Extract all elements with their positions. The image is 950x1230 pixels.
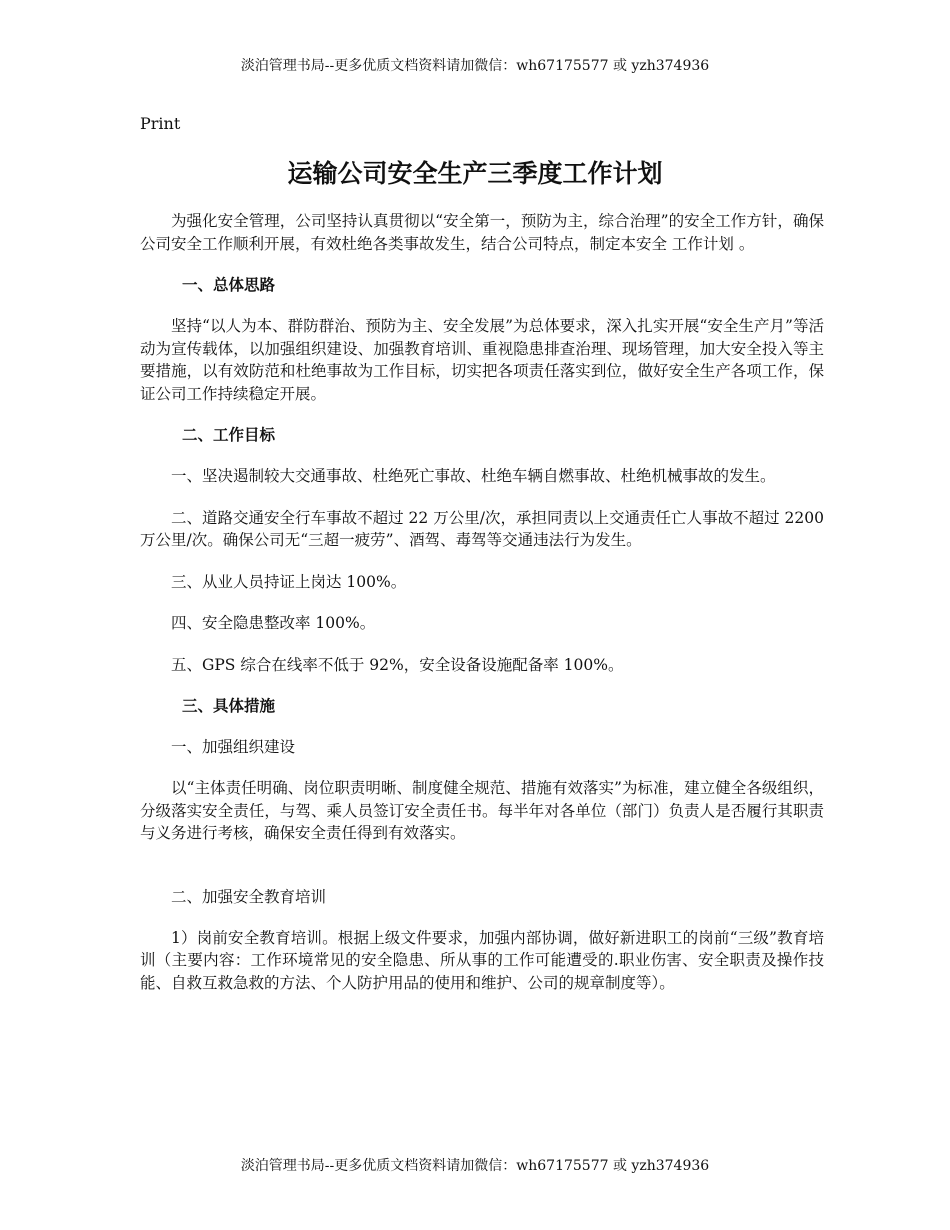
goal-item: 一、坚决遏制较大交通事故、杜绝死亡事故、杜绝车辆自燃事故、杜绝机械事故的发生。 <box>171 467 776 485</box>
goal-item: 三、从业人员持证上岗达 100%。 <box>171 572 407 591</box>
section-heading-overall: 一、总体思路 <box>182 276 276 294</box>
page-header: 淡泊管理书局--更多优质文档资料请加微信：wh67175577 或 yzh374936 <box>240 58 710 74</box>
print-label: Print <box>140 114 181 133</box>
intro-paragraph: 为强化安全管理，公司坚持认真贯彻以“安全第一，预防为主，综合治理”的安全工作方针，确保公司安全工作顺利开展，有效杜绝各类事故发生，结合公司特点，制定本安全 工作计划 。 <box>140 212 824 253</box>
overall-paragraph: 坚持“以人为本、群防群治、预防为主、安全发展”为总体要求，深入扎实开展“安全生产月”等活动为宣传载体，以加强组织建设、加强教育培训、重视隐患排查治理、现场管理，加大安全投入等主要措施，以有效防范和杜绝事故为工作目标，切实把各项责任落实到位，做好安全生产各项工作，保证公司工作持续稳定开展。 <box>140 317 824 403</box>
section-heading-measures: 三、具体措施 <box>182 697 276 715</box>
goal-item: 四、安全隐患整改率 100%。 <box>171 614 376 632</box>
subsection-title-training: 二、加强安全教育培训 <box>171 887 327 906</box>
page-footer: 淡泊管理书局--更多优质文档资料请加微信：wh67175577 或 yzh374936 <box>240 1158 710 1174</box>
document-title: 运输公司安全生产三季度工作计划 <box>287 159 663 188</box>
training-paragraph: 1）岗前安全教育培训。根据上级文件要求，加强内部协调，做好新进职工的岗前“三级”教育培训（主要内容：工作环境常见的安全隐患、所从事的工作可能遭受的.职业伤害、安全职责及操作技能、自救互救急救的方法、个人防护用品的使用和维护、公司的规章制度等）。 <box>140 928 824 992</box>
section-heading-goals: 二、工作目标 <box>182 426 276 444</box>
spacer <box>140 864 824 886</box>
goal-item: 二、道路交通安全行车事故不超过 22 万公里/次，承担同责以上交通责任亡人事故不超过 2200 万公里/次。确保公司无“三超一疲劳”、酒驾、毒驾等交通违法行为发生。 <box>140 508 824 549</box>
goal-item: 五、GPS 综合在线率不低于 92%，安全设备设施配备率 100%。 <box>171 655 624 674</box>
organization-paragraph: 以“主体责任明确、岗位职责明晰、制度健全规范、措施有效落实”为标准，建立健全各级组织，分级落实安全责任，与驾、乘人员签订安全责任书。每半年对各单位（部门）负责人是否履行其职责与义务进行考核，确保安全责任得到有效落实。 <box>140 779 824 842</box>
subsection-title-organization: 一、加强组织建设 <box>171 738 296 756</box>
document-body <box>140 210 824 1013</box>
